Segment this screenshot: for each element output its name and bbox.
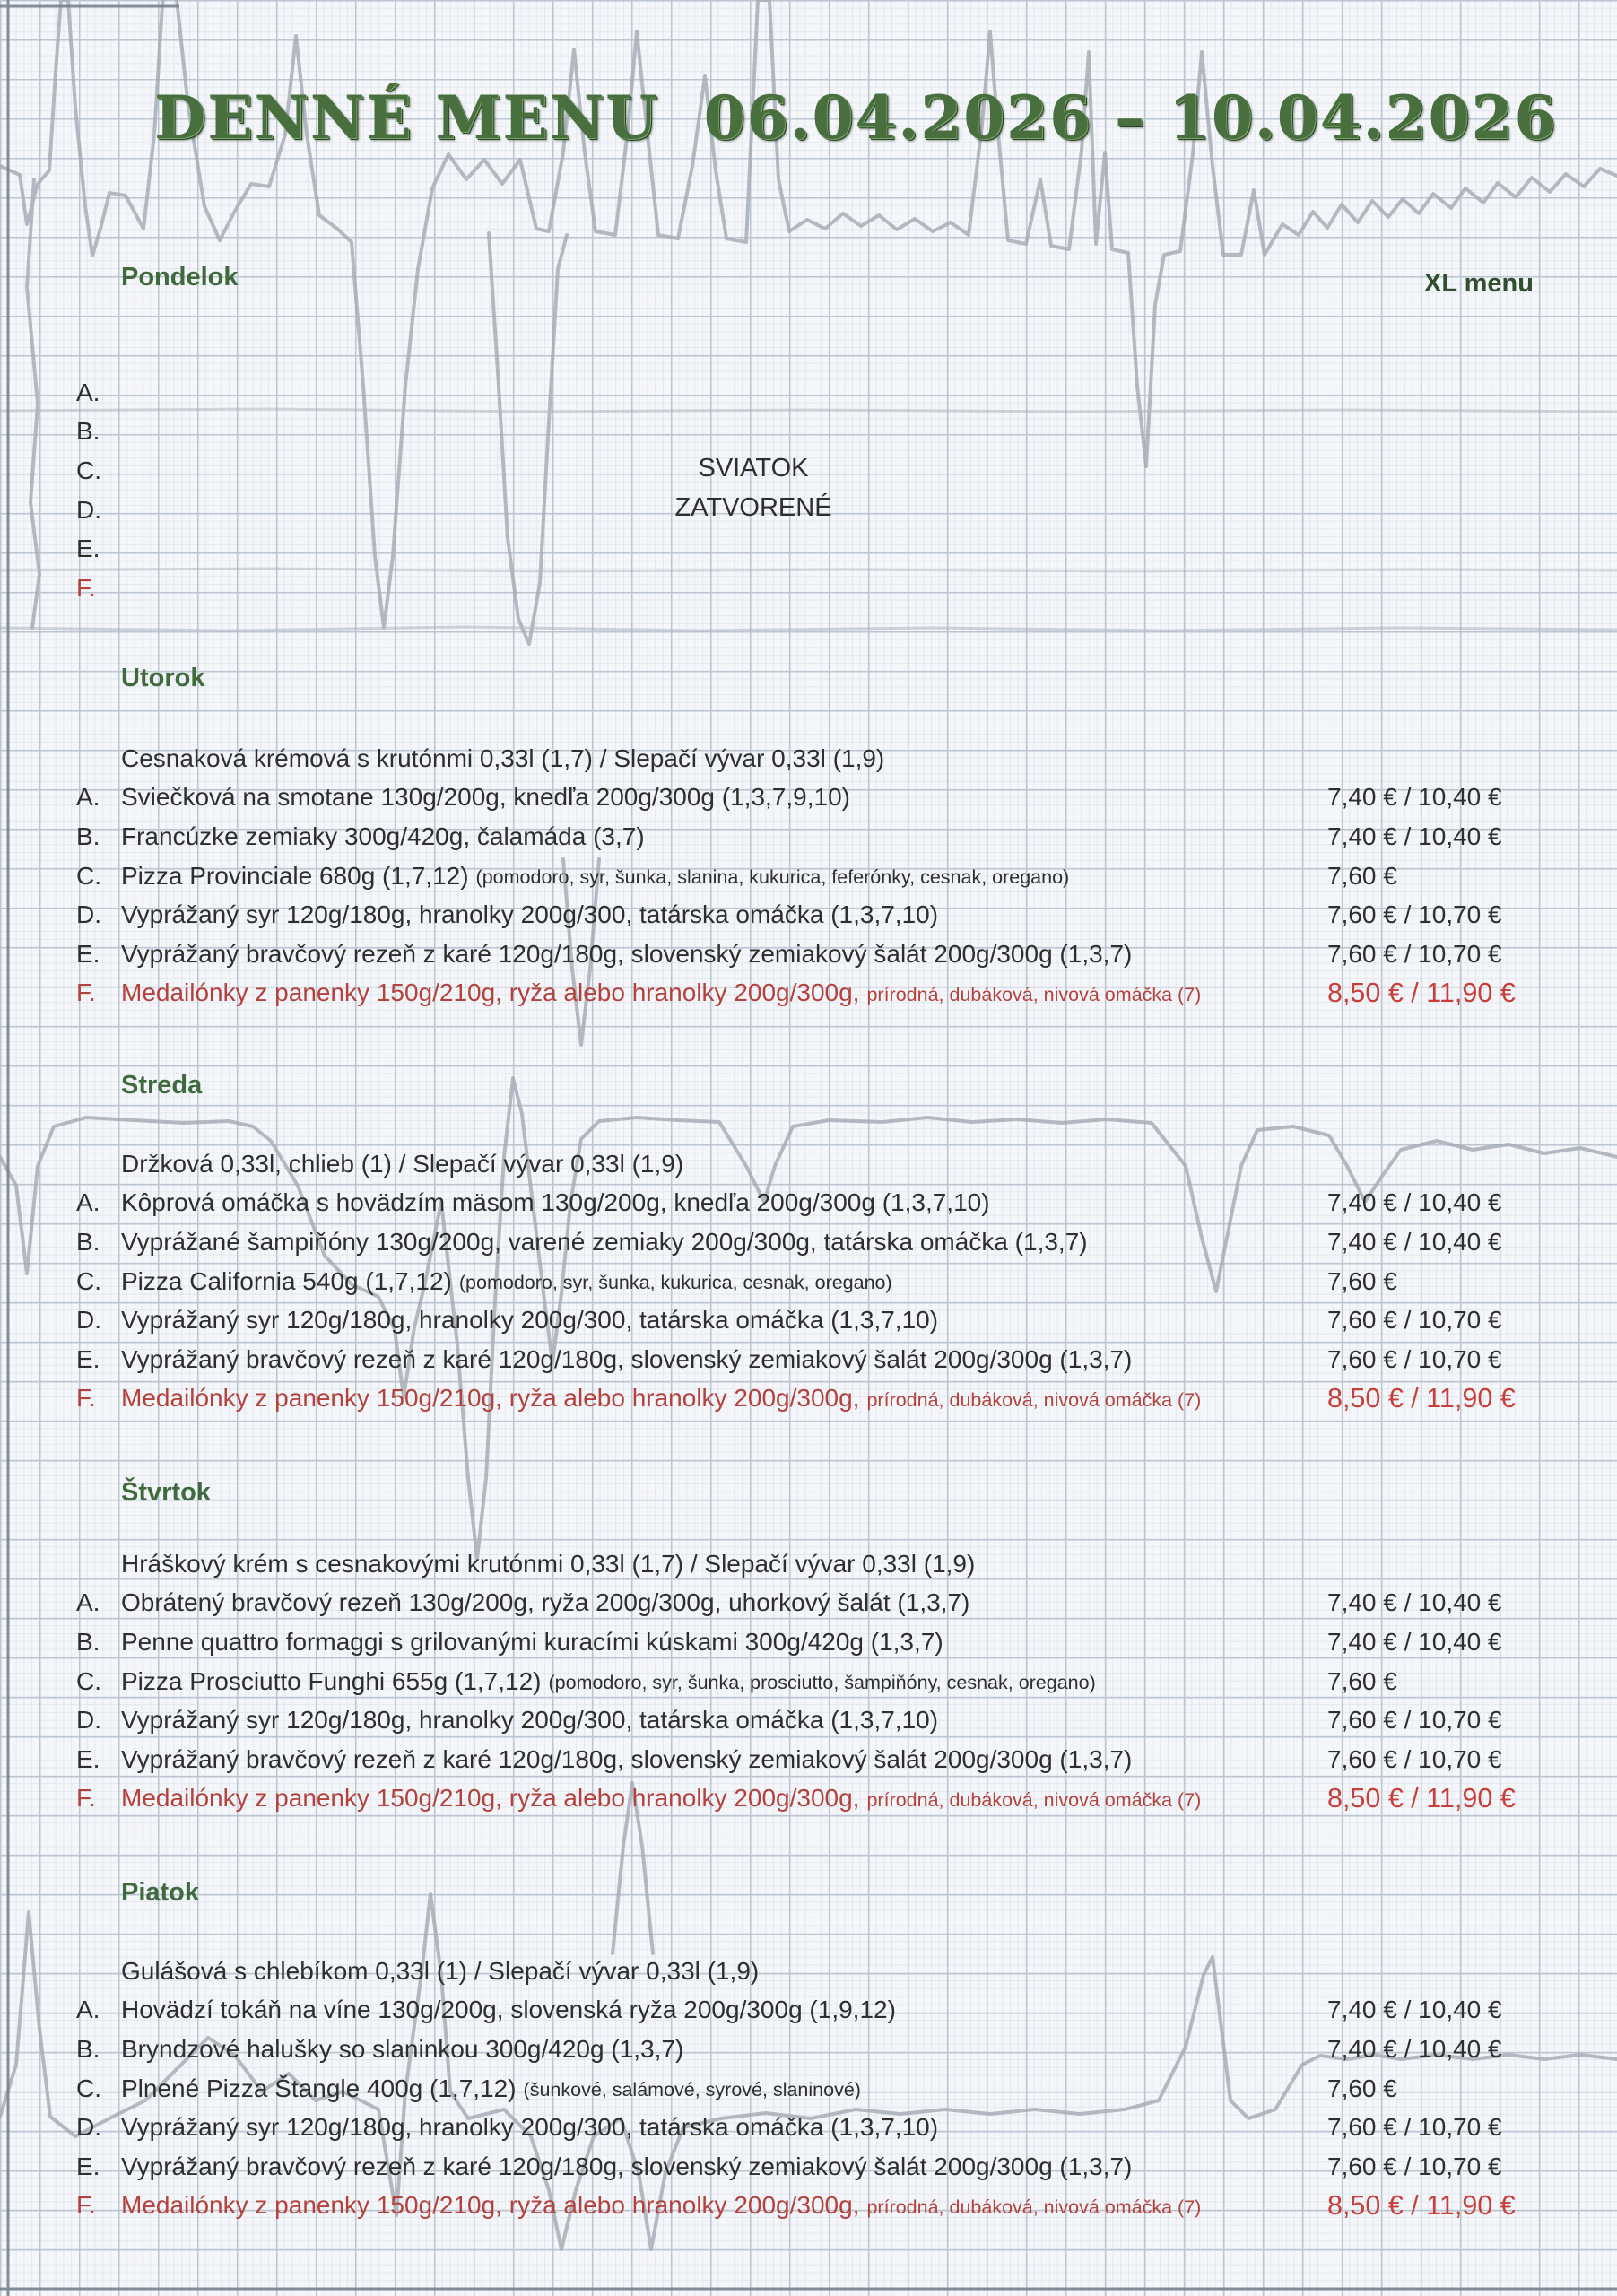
menu-row-special (0, 974, 1617, 1013)
dish-note: prírodná, dubáková, nivová omáčka (7) (866, 1788, 1202, 1811)
row-letter: B. (76, 2034, 100, 2063)
row-letter: D. (76, 495, 101, 524)
dish-text: Medailónky z panenky 150g/210g, ryža alebo hranolky 200g/300g, (121, 1384, 860, 1413)
row-letter: C. (76, 1666, 101, 1695)
soup-row (0, 739, 1617, 778)
day-rows-utorok (0, 739, 1617, 1013)
price: 7,60 € (1327, 1666, 1397, 1695)
day-header-piatok: Piatok (121, 1878, 200, 1907)
dish-text: Obrátený bravčový rezeň 130g/200g, ryža 200g/300g, uhorkový šalát (1,3,7) (121, 1588, 970, 1617)
soup-text: Gulášová s chlebíkom 0,33l (1) / Slepačí vývar 0,33l (1,9) (121, 1956, 760, 1985)
dish-text: Bryndzové halušky so slaninkou 300g/420g (1,3,7) (121, 2034, 684, 2063)
row-letter: F. (76, 1784, 96, 1813)
row-letter: E. (76, 1744, 100, 1773)
price: 7,40 € / 10,40 € (1327, 783, 1502, 812)
price: 7,40 € / 10,40 € (1327, 1588, 1502, 1617)
menu-row (0, 2069, 1617, 2109)
dish-text: Plnené Pizza Štangle 400g (1,7,12) (121, 2074, 517, 2102)
price: 7,60 € / 10,70 € (1327, 1306, 1502, 1335)
soup-text: Cesnaková krémová s krutónmi 0,33l (1,7) / Slepačí vývar 0,33l (1,9) (121, 744, 885, 772)
dish-text: Pizza California 540g (1,7,12) (121, 1266, 452, 1295)
xl-menu-header: XL menu (1424, 269, 1534, 298)
dish-note: prírodná, dubáková, nivová omáčka (7) (866, 983, 1202, 1005)
closed-line-closed: ZATVORENÉ (674, 492, 832, 522)
row-letter: D. (76, 2113, 101, 2142)
soup-text: Držková 0,33l, chlieb (1) / Slepačí vývar 0,33l (1,9) (121, 1149, 684, 1178)
day-rows-piatok (0, 1952, 1617, 2225)
price: 7,60 € / 10,70 € (1327, 2113, 1502, 2142)
row-letter: A. (76, 1588, 100, 1617)
menu-row (0, 2147, 1617, 2187)
dish-text: Medailónky z panenky 150g/210g, ryža alebo hranolky 200g/300g, (121, 2191, 860, 2220)
row-letter: F. (76, 978, 96, 1007)
price: 7,60 € / 10,70 € (1327, 1706, 1502, 1735)
menu-row (0, 895, 1617, 935)
day-rows-stvrtok (0, 1544, 1617, 1818)
menu-row (0, 1184, 1617, 1223)
menu-row (0, 1222, 1617, 1262)
price: 7,40 € / 10,40 € (1327, 1188, 1502, 1217)
price: 7,60 € (1327, 861, 1397, 890)
menu-row-special (0, 1379, 1617, 1419)
dish-text: Kôprová omáčka s hovädzím mäsom 130g/200g, knedľa 200g/300g (1,3,7,10) (121, 1188, 990, 1217)
row-letter: E. (76, 939, 100, 968)
menu-row (0, 529, 1617, 569)
menu-row-special (0, 2187, 1617, 2226)
row-letter: B. (76, 1227, 100, 1256)
menu-row (0, 817, 1617, 857)
row-letter: F. (76, 1384, 96, 1413)
menu-row (0, 935, 1617, 974)
row-letter: D. (76, 1306, 101, 1335)
price: 7,60 € / 10,70 € (1327, 1744, 1502, 1773)
day-header-streda: Streda (121, 1071, 203, 1100)
soup-row (0, 1952, 1617, 1991)
price: 7,60 € / 10,70 € (1327, 2152, 1502, 2180)
dish-note: prírodná, dubáková, nivová omáčka (7) (866, 1388, 1202, 1411)
menu-row (0, 1262, 1617, 1301)
row-letter: E. (76, 2152, 100, 2180)
menu-row (0, 778, 1617, 818)
price: 8,50 € / 11,90 € (1327, 977, 1516, 1008)
menu-row (0, 1622, 1617, 1662)
dish-note: prírodná, dubáková, nivová omáčka (7) (866, 2196, 1202, 2218)
dish-text: Francúzke zemiaky 300g/420g, čalamáda (3,7) (121, 822, 645, 850)
row-letter: C. (76, 2074, 101, 2102)
price: 7,40 € / 10,40 € (1327, 2034, 1502, 2063)
dish-text: Medailónky z panenky 150g/210g, ryža alebo hranolky 200g/300g, (121, 1784, 860, 1813)
dish-text: Vyprážaný syr 120g/180g, hranolky 200g/300, tatárska omáčka (1,3,7,10) (121, 2113, 939, 2142)
menu-row-special (0, 1779, 1617, 1819)
row-letter: C. (76, 1266, 101, 1295)
dish-note: (pomodoro, syr, šunka, prosciutto, šampiňóny, cesnak, oregano) (548, 1672, 1096, 1694)
menu-row (0, 1300, 1617, 1340)
row-letter: B. (76, 1627, 100, 1656)
menu-row (0, 2108, 1617, 2147)
dish-text: Vyprážaný bravčový rezeň z karé 120g/180g, slovenský zemiakový šalát 200g/300g (1,3,7) (121, 2152, 1133, 2180)
price: 8,50 € / 11,90 € (1327, 2189, 1516, 2221)
day-header-pondelok: Pondelok (121, 263, 239, 291)
row-letter: A. (76, 1996, 100, 2024)
menu-row (0, 569, 1617, 608)
row-letter: F. (76, 2191, 96, 2220)
menu-row (0, 373, 1617, 413)
row-letter: D. (76, 1706, 101, 1735)
price: 8,50 € / 11,90 € (1327, 1382, 1516, 1413)
dish-note: (pomodoro, syr, šunka, slanina, kukurica, feferónky, cesnak, oregano) (475, 866, 1070, 889)
menu-row (0, 413, 1617, 452)
row-letter: F. (76, 573, 96, 602)
dish-text: Pizza Prosciutto Funghi 655g (1,7,12) (121, 1666, 542, 1695)
price: 7,60 € (1327, 2074, 1397, 2102)
dish-text: Pizza Provinciale 680g (1,7,12) (121, 861, 469, 890)
row-letter: B. (76, 417, 100, 446)
price: 7,40 € / 10,40 € (1327, 1627, 1502, 1656)
row-letter: A. (76, 783, 100, 812)
row-letter: A. (76, 378, 100, 406)
day-rows-streda (0, 1144, 1617, 1418)
menu-row (0, 1340, 1617, 1379)
row-letter: C. (76, 861, 101, 890)
price: 7,60 € (1327, 1266, 1397, 1295)
price: 7,40 € / 10,40 € (1327, 822, 1502, 850)
price: 7,60 € / 10,70 € (1327, 1344, 1502, 1373)
dish-text: Vyprážané šampiňóny 130g/200g, varené zemiaky 200g/300g, tatárska omáčka (1,3,7) (121, 1227, 1088, 1256)
soup-row (0, 1144, 1617, 1184)
menu-row (0, 1584, 1617, 1623)
dish-text: Penne quattro formaggi s grilovanými kuracími kúskami 300g/420g (1,3,7) (121, 1627, 943, 1656)
menu-row (0, 1991, 1617, 2031)
closed-notice (121, 449, 1386, 527)
day-header-stvrtok: Štvrtok (121, 1478, 211, 1507)
dish-note: (pomodoro, syr, šunka, kukurica, cesnak, oregano) (458, 1272, 892, 1294)
dish-text: Vyprážaný bravčový rezeň z karé 120g/180g, slovenský zemiakový šalát 200g/300g (1,3,7) (121, 1344, 1133, 1373)
row-letter: A. (76, 1188, 100, 1217)
menu-row (0, 1662, 1617, 1701)
row-letter: C. (76, 456, 101, 484)
menu-row (0, 857, 1617, 896)
dish-text: Medailónky z panenky 150g/210g, ryža alebo hranolky 200g/300g, (121, 978, 860, 1007)
row-letter: E. (76, 1344, 100, 1373)
menu-row (0, 1700, 1617, 1740)
dish-text: Hovädzí tokáň na víne 130g/200g, slovenská ryža 200g/300g (1,9,12) (121, 1996, 896, 2024)
menu-row (0, 2030, 1617, 2069)
price: 7,40 € / 10,40 € (1327, 1227, 1502, 1256)
dish-text: Vyprážaný bravčový rezeň z karé 120g/180g, slovenský zemiakový šalát 200g/300g (1,3,7) (121, 1744, 1133, 1773)
closed-line-holiday: SVIATOK (698, 454, 809, 483)
page-title: DENNÉ MENU 06.04.2026 – 10.04.2026 (154, 83, 1558, 152)
day-header-utorok: Utorok (121, 664, 205, 692)
menu-row (0, 1740, 1617, 1779)
price: 7,60 € / 10,70 € (1327, 939, 1502, 968)
dish-text: Vyprážaný syr 120g/180g, hranolky 200g/300, tatárska omáčka (1,3,7,10) (121, 900, 939, 929)
row-letter: D. (76, 900, 101, 929)
row-letter: E. (76, 535, 100, 563)
dish-text: Vyprážaný syr 120g/180g, hranolky 200g/300, tatárska omáčka (1,3,7,10) (121, 1306, 939, 1335)
dish-text: Vyprážaný syr 120g/180g, hranolky 200g/300, tatárska omáčka (1,3,7,10) (121, 1706, 939, 1735)
dish-text: Sviečková na smotane 130g/200g, knedľa 200g/300g (1,3,7,9,10) (121, 783, 850, 812)
dish-note: (šunkové, salámové, syrové, slaninové) (523, 2079, 861, 2101)
dish-text: Vyprážaný bravčový rezeň z karé 120g/180g, slovenský zemiakový šalát 200g/300g (1,3,7) (121, 939, 1133, 968)
price: 8,50 € / 11,90 € (1327, 1782, 1516, 1813)
price: 7,60 € / 10,70 € (1327, 900, 1502, 929)
soup-row (0, 1544, 1617, 1584)
price: 7,40 € / 10,40 € (1327, 1996, 1502, 2024)
soup-text: Hráškový krém s cesnakovými krutónmi 0,33l (1,7) / Slepačí vývar 0,33l (1,9) (121, 1549, 976, 1578)
row-letter: B. (76, 822, 100, 850)
